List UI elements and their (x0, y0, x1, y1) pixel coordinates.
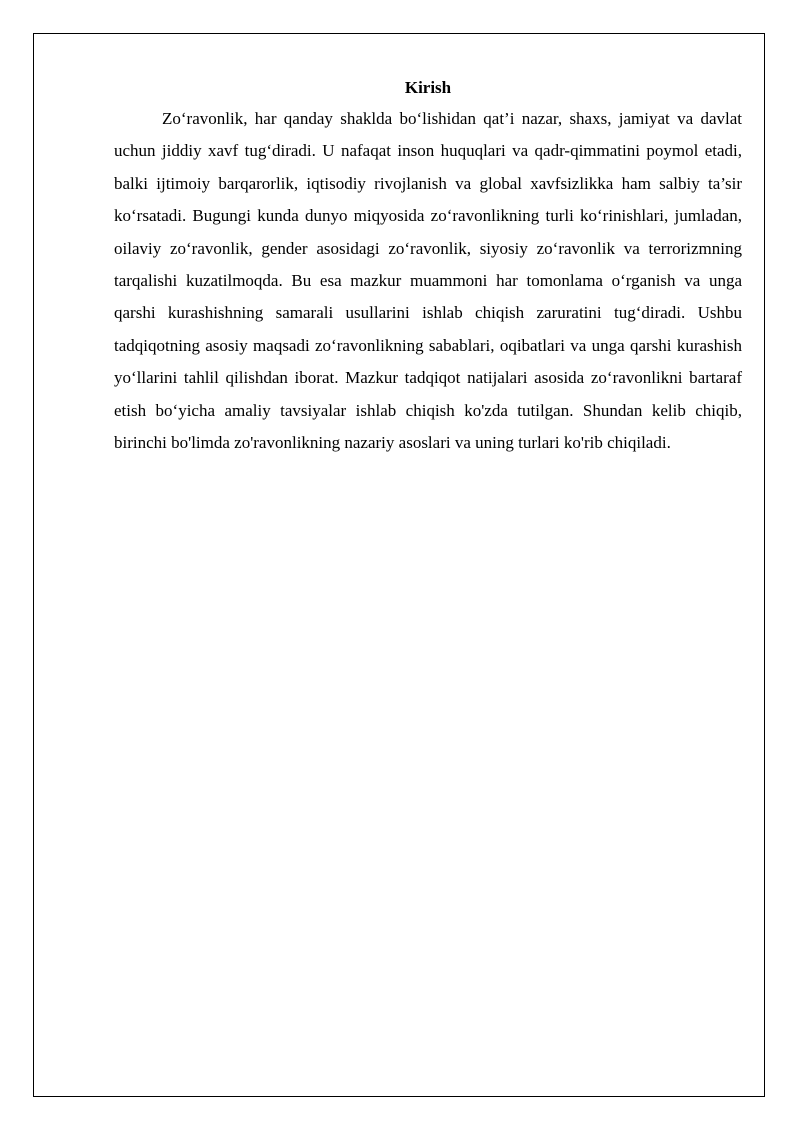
section-heading: Kirish (404, 78, 452, 97)
intro-paragraph: Zo‘ravonlik, har qanday shaklda bo‘lishidan qat’i nazar, shaxs, jamiyat va davlat uchun jiddiy xavf tug‘diradi. U nafaqat inson huquqlari va qadr-qimmatini poymol etadi, balki ijtimoiy barqarorlik, iqtisodiy rivojlanish va global xavfsizlikka ham salbiy ta’sir ko‘rsatadi. Bugungi kunda dunyo miqyosida zo‘ravonlikning turli ko‘rinishlari, jumladan, oilaviy zo‘ravonlik, gender asosidagi zo‘ravonlik, siyosiy zo‘ravonlik va terrorizmning tarqalishi kuzatilmoqda. Bu esa mazkur muammoni har tomonlama o‘rganish va unga qarshi kurashishning samarali usullarini ishlab chiqish zaruratini tug‘diradi. Ushbu tadqiqotning asosiy maqsadi zo‘ravonlikning sabablari, oqibatlari va unga qarshi kurashish yo‘llarini tahlil qilishdan iborat. Mazkur tadqiqot natijalari asosida zo‘ravonlikni bartaraf etish bo‘yicha amaliy tavsiyalar ishlab chiqish ko'zda tutilgan. Shundan kelib chiqib, birinchi bo'limda zo'ravonlikning nazariy asoslari va uning turlari ko'rib chiqiladi. (114, 109, 742, 453)
document-body (114, 76, 742, 459)
